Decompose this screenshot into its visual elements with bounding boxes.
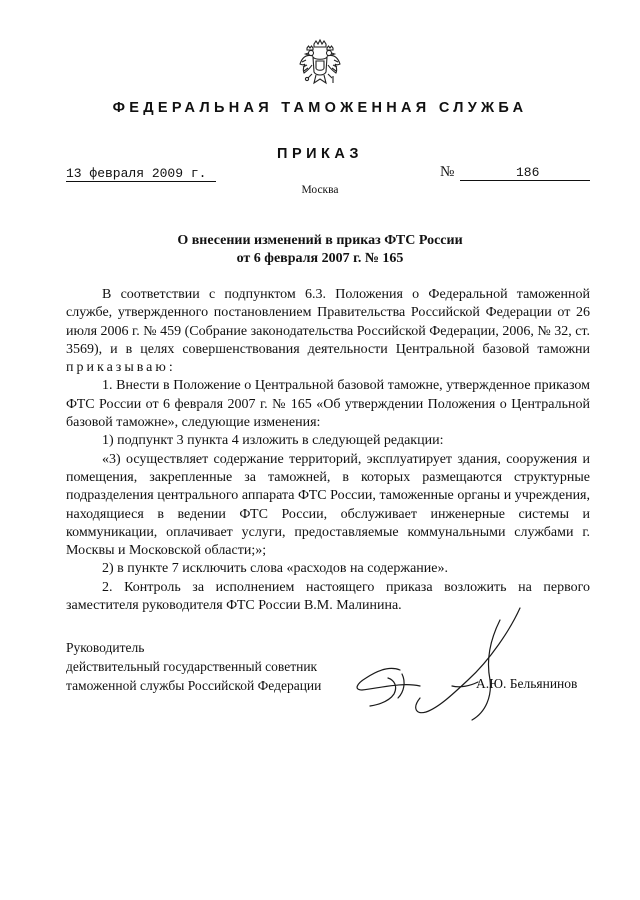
signer-name: А.Ю. Бельянинов (476, 676, 578, 691)
preamble-text: В соответствии с подпунктом 6.3. Положения о Федеральной таможенной службе, утвержденного постановлением Правительства Российской Федерации от 26 июля 2006 г. № 459 (Собрание законодательства Российской Федерации, 2006, № 32, ст. 3569), и в целях совершенствования деятельности Центральной базовой таможни (66, 287, 590, 357)
order-body (66, 286, 590, 615)
item-1-subitem-2: 2) в пункте 7 исключить слова «расходов на содержание». (102, 561, 448, 577)
subject-line-1: О внесении изменений в приказ ФТС России (177, 233, 463, 248)
order-word: приказываю: (66, 360, 176, 376)
item-1: 1. Внести в Положение о Центральной базовой таможне, утвержденное приказом ФТС России от 6 февраля 2007 г. № 165 «Об утверждении Положения о Центральной базовой таможне», следующие изменения: (66, 378, 590, 431)
item-2: 2. Контроль за исполнением настоящего приказа возложить на первого заместителя руководителя ФТС России В.М. Малинина. (66, 579, 590, 614)
item-1-subitem-1-text: «3) осуществляет содержание территорий, эксплуатирует здания, сооружения и помещения, закрепленные за таможней, в которых размещаются структурные подразделения центрального аппарата ФТС России, таможенные органы и учреждения, находящиеся в ведении ФТС России, обслуживает инженерные системы и коммуникации, оплачивает услуги, предоставляемые коммунальными службами г. Москвы и Московской области;»; (66, 451, 590, 559)
double-headed-eagle-emblem-icon (298, 38, 342, 90)
order-number-block (440, 164, 590, 182)
signer-title (66, 638, 366, 695)
subject-line-2: от 6 февраля 2007 г. № 165 (236, 251, 404, 266)
signer-title-line-2: действительный государственный советник (66, 659, 318, 674)
handwritten-signature-icon (340, 600, 540, 740)
signer-title-line-3: таможенной службы Российской Федерации (66, 678, 322, 693)
order-number: 186 (460, 165, 590, 181)
item-1-subitem-1: 1) подпункт 3 пункта 4 изложить в следующей редакции: (102, 433, 444, 449)
number-sign: № (440, 164, 455, 180)
preamble-paragraph (66, 286, 590, 377)
order-subject (0, 232, 640, 268)
city: Москва (301, 184, 339, 196)
document-type: ПРИКАЗ (277, 146, 363, 162)
order-date: 13 февраля 2009 г. (66, 166, 216, 182)
signer-title-line-1: Руководитель (66, 640, 145, 655)
agency-name: ФЕДЕРАЛЬНАЯ ТАМОЖЕННАЯ СЛУЖБА (112, 100, 528, 116)
